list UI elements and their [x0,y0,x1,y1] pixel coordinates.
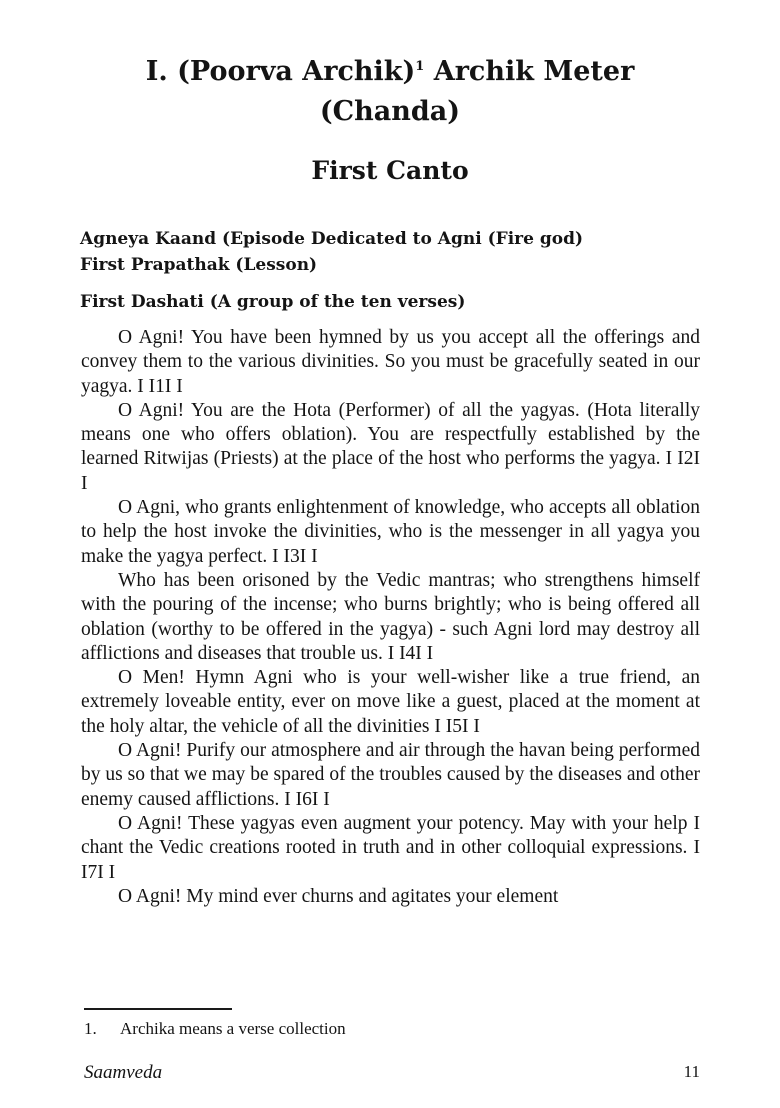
title-footnote-marker: 1 [415,59,425,74]
prapathak-heading: First Prapathak (Lesson) [80,255,318,275]
verse-text-block [81,326,700,909]
verse-paragraph: O Men! Hymn Agni who is your well-wisher like a true friend, an extremely loveable entity, ever on move like a guest, placed at the moment at the holy altar, the vehicle of all the divinities I I5I I [81,667,700,737]
running-footer-book-title: Saamveda [84,1062,163,1083]
verse-paragraph: O Agni! You have been hymned by us you accept all the offerings and convey them to the various divinities. So you must be gracefully seated in our yagya. I I1I I [81,327,700,397]
chapter-title [60,52,720,132]
verse-paragraph-continued: O Agni! My mind ever churns and agitates your element [118,885,559,907]
dashati-heading: First Dashati (A group of the ten verses) [80,292,466,312]
page-number: 11 [683,1062,700,1081]
footnote-number: 1. [84,1019,97,1038]
verse-paragraph: O Agni! You are the Hota (Performer) of all the yagyas. (Hota literally means one who offers oblation). You are respectfully established by the learned Ritwijas (Priests) at the place of the host who performs the yagya. I I2I I [81,399,700,494]
kaand-heading: Agneya Kaand (Episode Dedicated to Agni (Fire god) [80,229,583,249]
verse-paragraph: O Agni! Purify our atmosphere and air through the havan being performed by us so that we may be spared of the troubles caused by the diseases and other enemy caused afflictions. I I6I I [81,740,700,810]
title-line2: (Chanda) [319,96,461,127]
title-line1-pre: I. (Poorva Archik) [145,56,416,87]
footnote-divider [84,1008,232,1010]
section-subheadings [80,226,720,278]
canto-heading: First Canto [311,156,469,185]
title-line1-post: Archik Meter [424,56,635,87]
verse-paragraph: O Agni! These yagyas even augment your potency. May with your help I chant the Vedic creations rooted in truth and in other colloquial expressions. I I7I I [81,812,700,883]
verse-paragraph: O Agni, who grants enlightenment of knowledge, who accepts all oblation to help the host invoke the divinities, who is the messenger in all yagya you make the yagya perfect. I I3I I [81,497,700,567]
footnote [84,1018,704,1040]
verse-paragraph: Who has been orisoned by the Vedic mantras; who strengthens himself with the pouring of the incense; who burns brightly; who is being offered all oblation (worthy to be offered in the yagya) - such Agni lord may destroy all afflictions and diseases that trouble us. I I4I I [81,569,700,664]
footnote-text: Archika means a verse collection [120,1019,346,1038]
